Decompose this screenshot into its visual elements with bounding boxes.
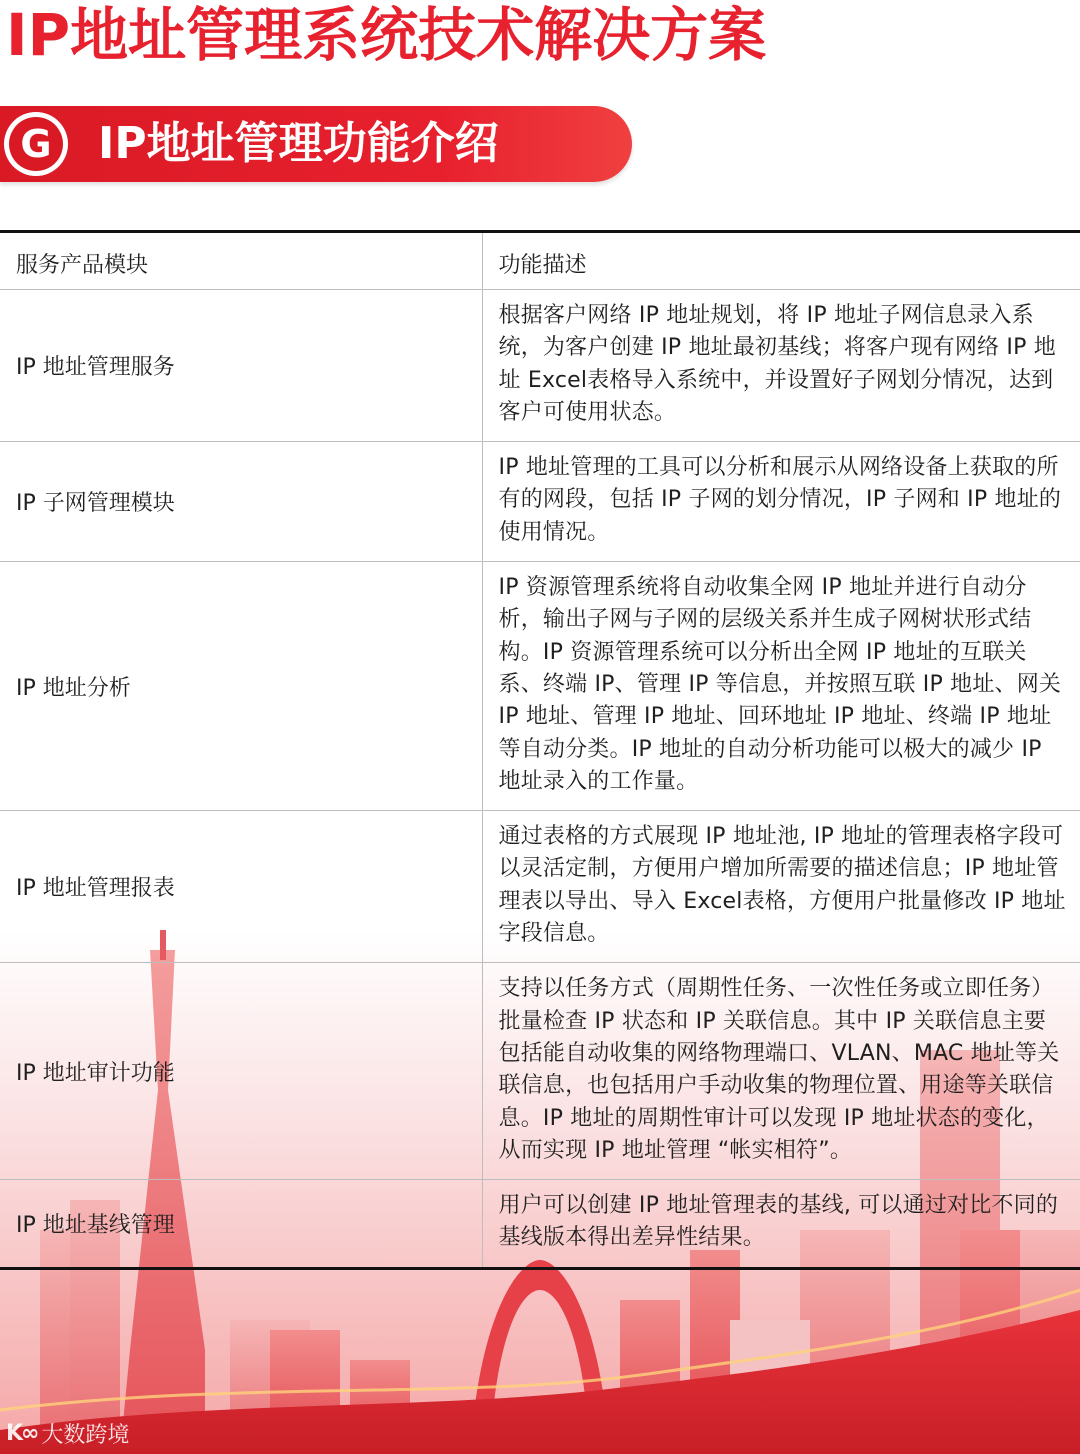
table-row (0, 290, 1080, 442)
row-module: IP 地址管理服务 (0, 290, 482, 442)
feature-table-container (0, 230, 1080, 1270)
section-title: IP地址管理功能介绍 (98, 118, 499, 169)
row-description: 通过表格的方式展现 IP 地址池, IP 地址的管理表格字段可以灵活定制，方便用户增加所需要的描述信息；IP 地址管理表以导出、导入 Excel表格，方便用户批量修改 IP 地址字段信息。 (482, 811, 1080, 963)
row-module: IP 子网管理模块 (0, 442, 482, 562)
row-description: 支持以任务方式（周期性任务、一次性任务或立即任务）批量检查 IP 状态和 IP 关联信息。其中 IP 关联信息主要包括能自动收集的网络物理端口、VLAN、MAC 地址等关联信息，也包括用户手动收集的物理位置、用途等关联信息。IP 地址的周期性审计可以发现 IP 地址状态的变化，从而实现 IP 地址管理 “帐实相符”。 (482, 963, 1080, 1180)
row-description: IP 资源管理系统将自动收集全网 IP 地址并进行自动分析，输出子网与子网的层级关系并生成子网树状形式结构。IP 资源管理系统可以分析出全网 IP 地址的互联关系、终端 IP、管理 IP 等信息，并按照互联 IP 地址、网关 IP 地址、管理 IP 地址、回环地址 IP 地址、终端 IP 地址等自动分类。IP 地址的自动分析功能可以极大的减少 IP 地址录入的工作量。 (482, 562, 1080, 811)
page-title: IP地址管理系统技术解决方案 (6, 1, 767, 69)
header-description: 功能描述 (482, 232, 1080, 290)
section-banner (0, 106, 632, 182)
watermark-logo: K∞ (6, 1421, 38, 1446)
table-row (0, 963, 1080, 1180)
row-module: IP 地址分析 (0, 562, 482, 811)
section-badge-letter: G (9, 117, 63, 171)
row-description: IP 地址管理的工具可以分析和展示从网络设备上获取的所有的网段，包括 IP 子网的划分情况，IP 子网和 IP 地址的使用情况。 (482, 442, 1080, 562)
table-header-row (0, 232, 1080, 290)
row-module: IP 地址管理报表 (0, 811, 482, 963)
feature-table (0, 230, 1080, 1270)
row-module: IP 地址审计功能 (0, 963, 482, 1180)
row-module: IP 地址基线管理 (0, 1180, 482, 1269)
watermark-text: 大数跨境 (41, 1423, 130, 1448)
table-row (0, 442, 1080, 562)
table-row (0, 1180, 1080, 1269)
watermark (6, 1418, 129, 1449)
row-description: 根据客户网络 IP 地址规划，将 IP 地址子网信息录入系统，为客户创建 IP 地址最初基线；将客户现有网络 IP 地址 Excel表格导入系统中，并设置好子网划分情况，达到客户可使用状态。 (482, 290, 1080, 442)
table-row (0, 562, 1080, 811)
table-row (0, 811, 1080, 963)
header-module: 服务产品模块 (0, 232, 482, 290)
row-description: 用户可以创建 IP 地址管理表的基线, 可以通过对比不同的基线版本得出差异性结果。 (498, 1193, 1059, 1251)
section-badge (4, 112, 68, 176)
